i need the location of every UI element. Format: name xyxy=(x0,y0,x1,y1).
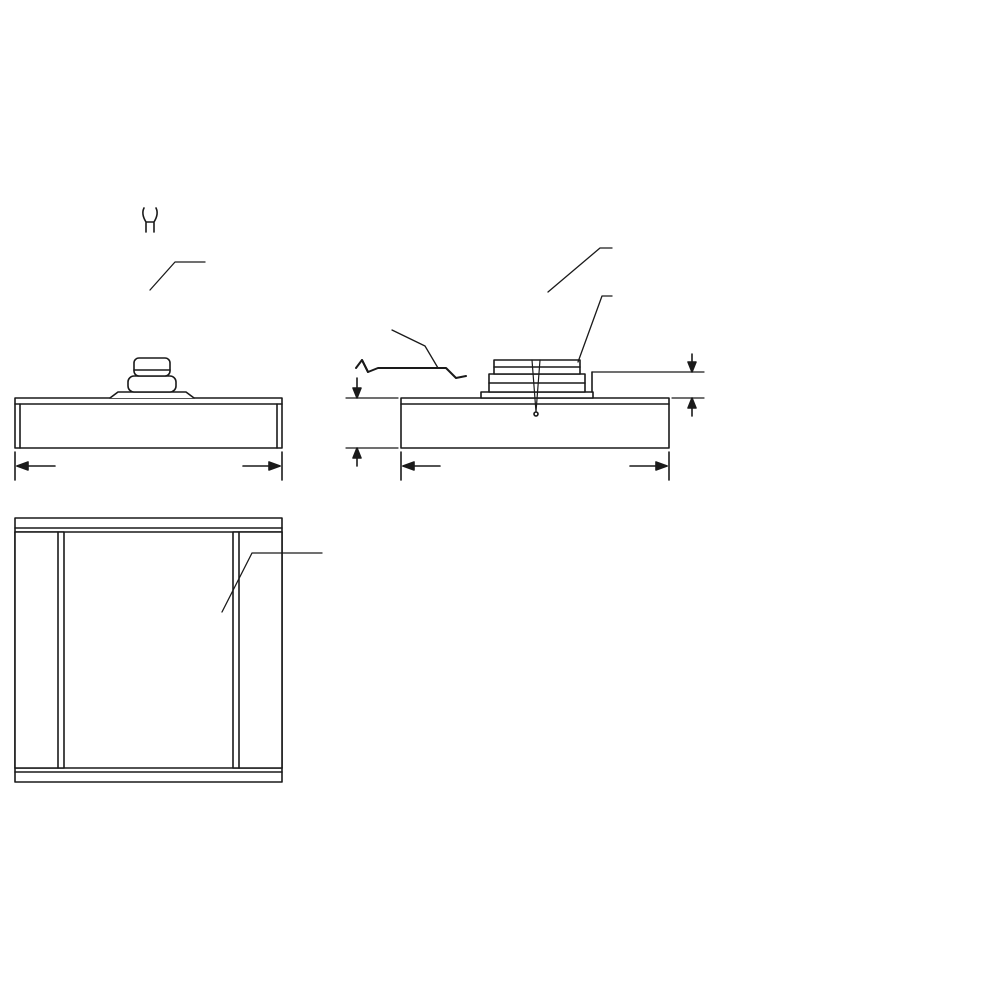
heater-face-view xyxy=(15,518,282,782)
height-dimension xyxy=(346,378,398,466)
power-leads-leader xyxy=(150,262,205,290)
left-heater-body xyxy=(15,398,282,448)
mounting-head-leader xyxy=(578,296,612,362)
right-side-view xyxy=(401,360,669,448)
left-spade-terminal xyxy=(143,208,157,232)
left-mounting-head xyxy=(110,392,194,398)
right-width-dimension xyxy=(401,452,669,480)
left-side-view xyxy=(15,208,282,448)
mounting-clip-leader xyxy=(392,330,438,368)
thermocouple-leader xyxy=(548,248,612,292)
mounting-clip-shape xyxy=(356,360,466,378)
left-width-dimension xyxy=(15,452,282,480)
